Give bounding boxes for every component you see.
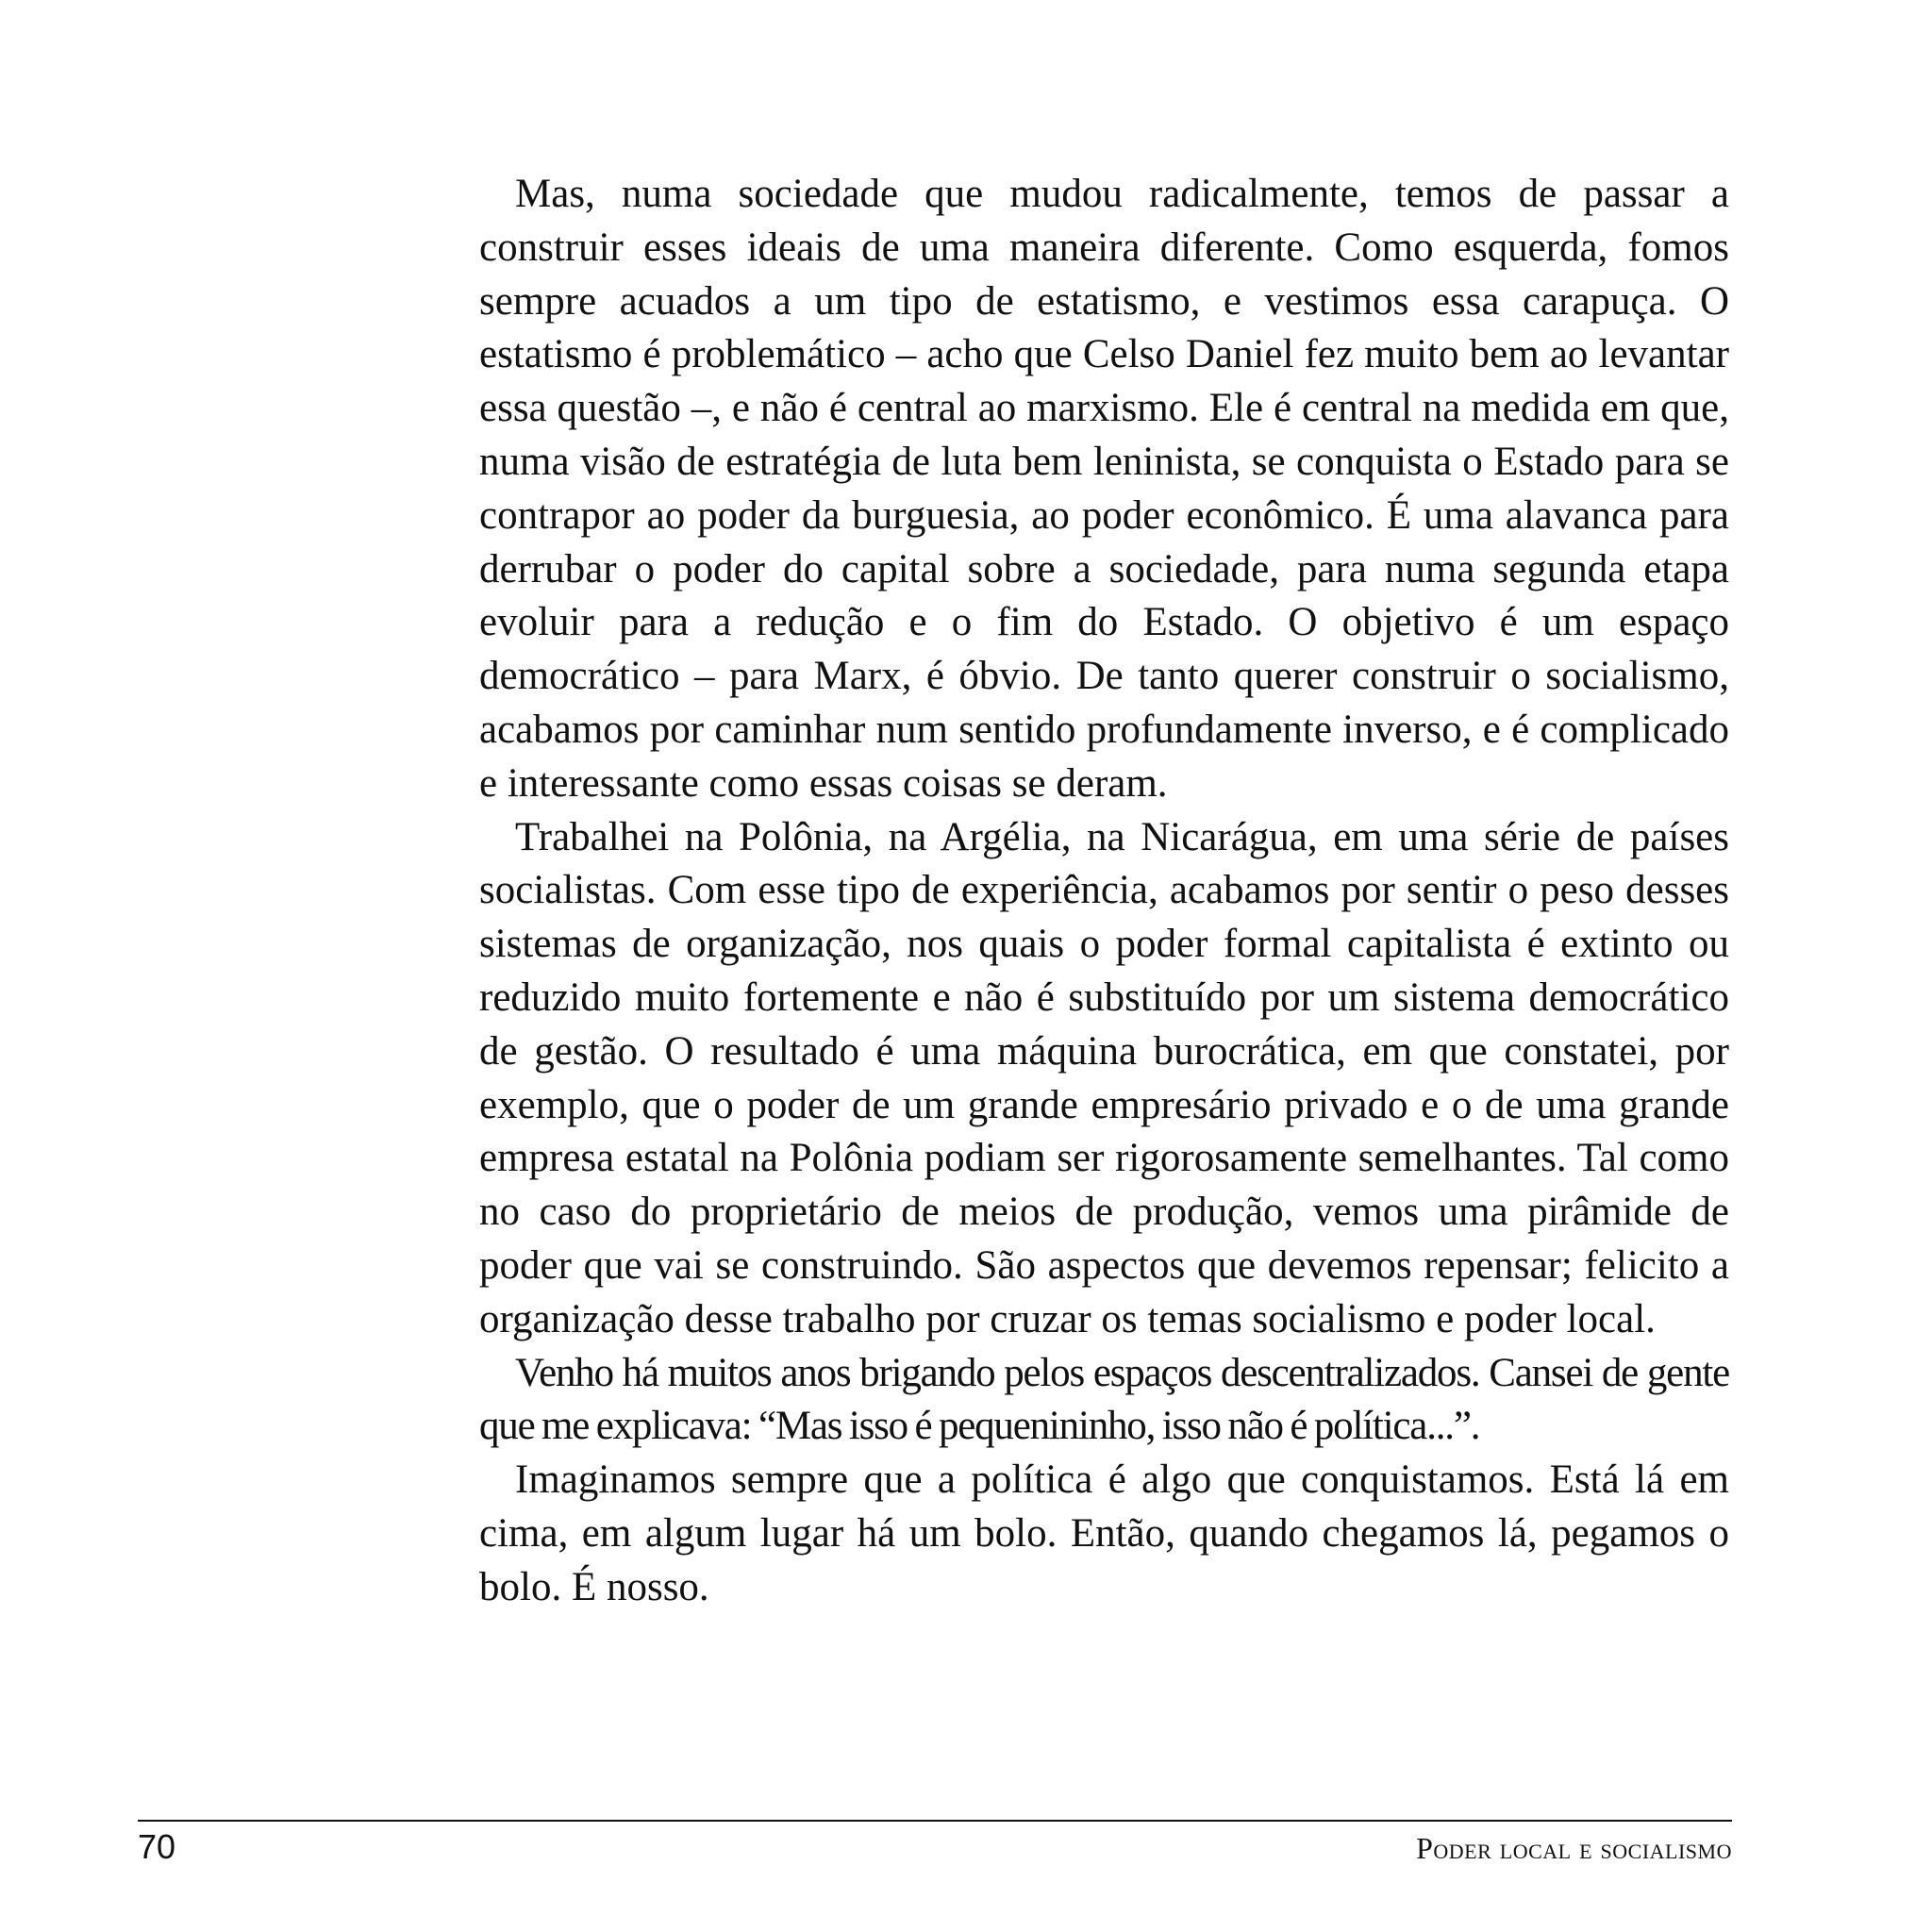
footer-rule <box>138 1820 1732 1822</box>
page-number: 70 <box>138 1827 176 1866</box>
paragraph-4: Imaginamos sempre que a política é algo que conquistamos. Está lá em cima, em algum lugar há um bolo. Então, quando chegamos lá, pegamos o bolo. É nosso. <box>479 1457 1729 1609</box>
running-title: Poder local e socialismo <box>1416 1831 1732 1865</box>
paragraph-3: Venho há muitos anos brigando pelos espaços descentralizados. Cansei de gente que me explicava: “Mas isso é pequenininho, isso não é política...”. <box>479 1350 1729 1449</box>
paragraph-1: Mas, numa sociedade que mudou radicalmente, temos de passar a construir esses ideais de uma maneira diferente. Como esquerda, fomos sempre acuados a um tipo de estatismo, e vestimos essa carapuça. O estatismo é problemático – acho que Celso Daniel fez muito bem ao levantar essa questão –, e não é central ao marxismo. Ele é central na medida em que, numa visão de estratégia de luta bem leninista, se conquista o Estado para se contrapor ao poder da burguesia, ao poder econômico. É uma alavanca para derrubar o poder do capital sobre a sociedade, para numa segunda etapa evoluir para a redução e o fim do Estado. O objetivo é um espaço democrático – para Marx, é óbvio. De tanto querer construir o socialismo, acabamos por caminhar num sentido profundamente inverso, e é complicado e interessante como essas coisas se deram. <box>479 172 1729 806</box>
paragraph-2: Trabalhei na Polônia, na Argélia, na Nicarágua, em uma série de países socialistas. Com esse tipo de experiência, acabamos por sentir o peso desses sistemas de organização, nos quais o poder formal capitalista é extinto ou reduzido muito fortemente e não é substituído por um sistema democrático de gestão. O resultado é uma máquina burocrática, em que constatei, por exemplo, que o poder de um grande empresário privado e o de uma grande empresa estatal na Polônia podiam ser rigorosamente semelhantes. Tal como no caso do proprietário de meios de produção, vemos uma pirâmide de poder que vai se construindo. São aspectos que devemos repensar; felicito a organização desse trabalho por cruzar os temas socialismo e poder local. <box>479 814 1729 1341</box>
body-text <box>479 168 1729 1615</box>
